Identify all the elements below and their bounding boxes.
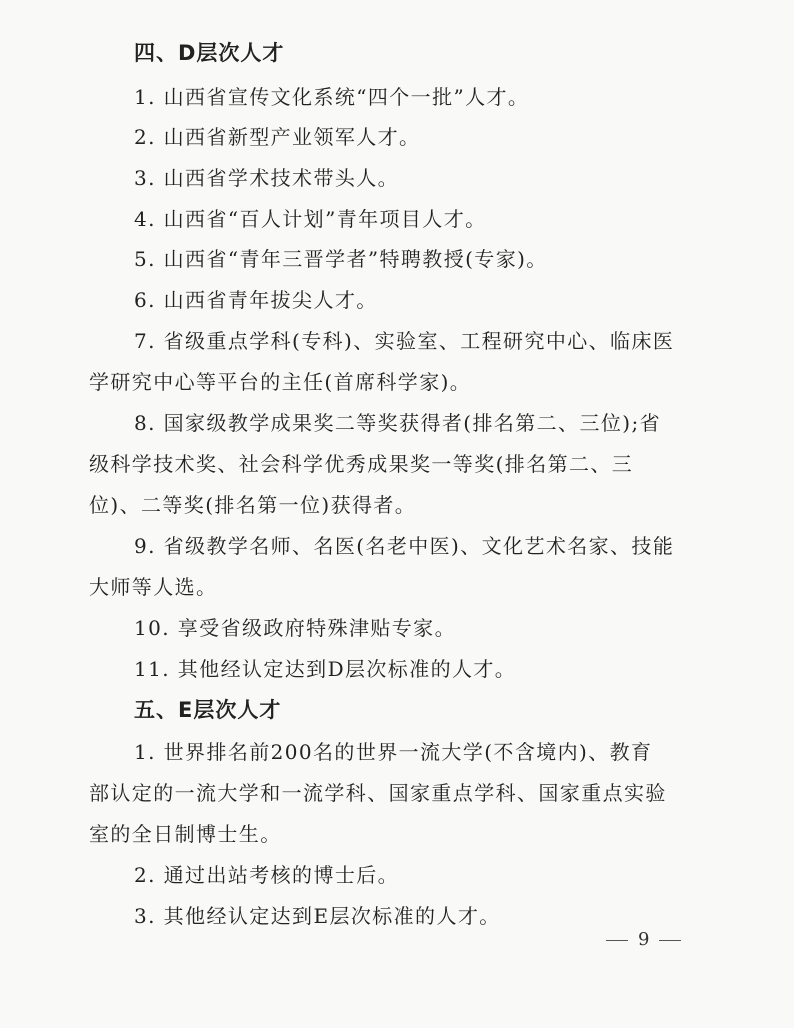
item-line: 学研究中心等平台的主任(首席科学家)。 (89, 370, 472, 394)
item-line: 9. 省级教学名师、名医(名老中医)、文化艺术名家、技能 (134, 534, 675, 558)
item-line: 1. 世界排名前200名的世界一流大学(不含境内)、教育 (134, 740, 653, 764)
dash-right (659, 940, 681, 941)
page-number-footer (596, 930, 691, 950)
heading-text: 四、D层次人才 (134, 41, 285, 65)
item-line: 2. 通过出站考核的博士后。 (134, 863, 400, 887)
item-line: 8. 国家级教学成果奖二等奖获得者(排名第二、三位);省 (134, 411, 661, 435)
item-line: 10. 享受省级政府特殊津贴专家。 (134, 616, 456, 640)
item-line: 4. 山西省“百人计划”青年项目人才。 (134, 207, 487, 231)
item-line: 位)、二等奖(排名第一位)获得者。 (89, 493, 417, 517)
item-line: 级科学技术奖、社会科学优秀成果奖一等奖(排名第二、三 (89, 452, 634, 476)
item-line: 室的全日制博士生。 (89, 822, 282, 846)
item-line: 11. 其他经认定达到D层次标准的人才。 (134, 657, 517, 681)
item-line: 大师等人选。 (89, 575, 218, 599)
item-line: 6. 山西省青年拔尖人才。 (134, 288, 378, 312)
heading-text: 五、E层次人才 (134, 698, 282, 722)
item-line: 2. 山西省新型产业领军人才。 (134, 125, 421, 149)
item-line: 5. 山西省“青年三晋学者”特聘教授(专家)。 (134, 247, 548, 271)
page-number: 9 (638, 929, 650, 950)
dash-left (606, 940, 628, 941)
item-line: 3. 其他经认定达到E层次标准的人才。 (134, 904, 501, 928)
item-line: 部认定的一流大学和一流学科、国家重点学科、国家重点实验 (89, 781, 667, 805)
item-line: 3. 山西省学术技术带头人。 (134, 166, 400, 190)
item-line: 7. 省级重点学科(专科)、实验室、工程研究中心、临床医 (134, 329, 675, 353)
item-line: 1. 山西省宣传文化系统“四个一批”人才。 (134, 85, 530, 109)
